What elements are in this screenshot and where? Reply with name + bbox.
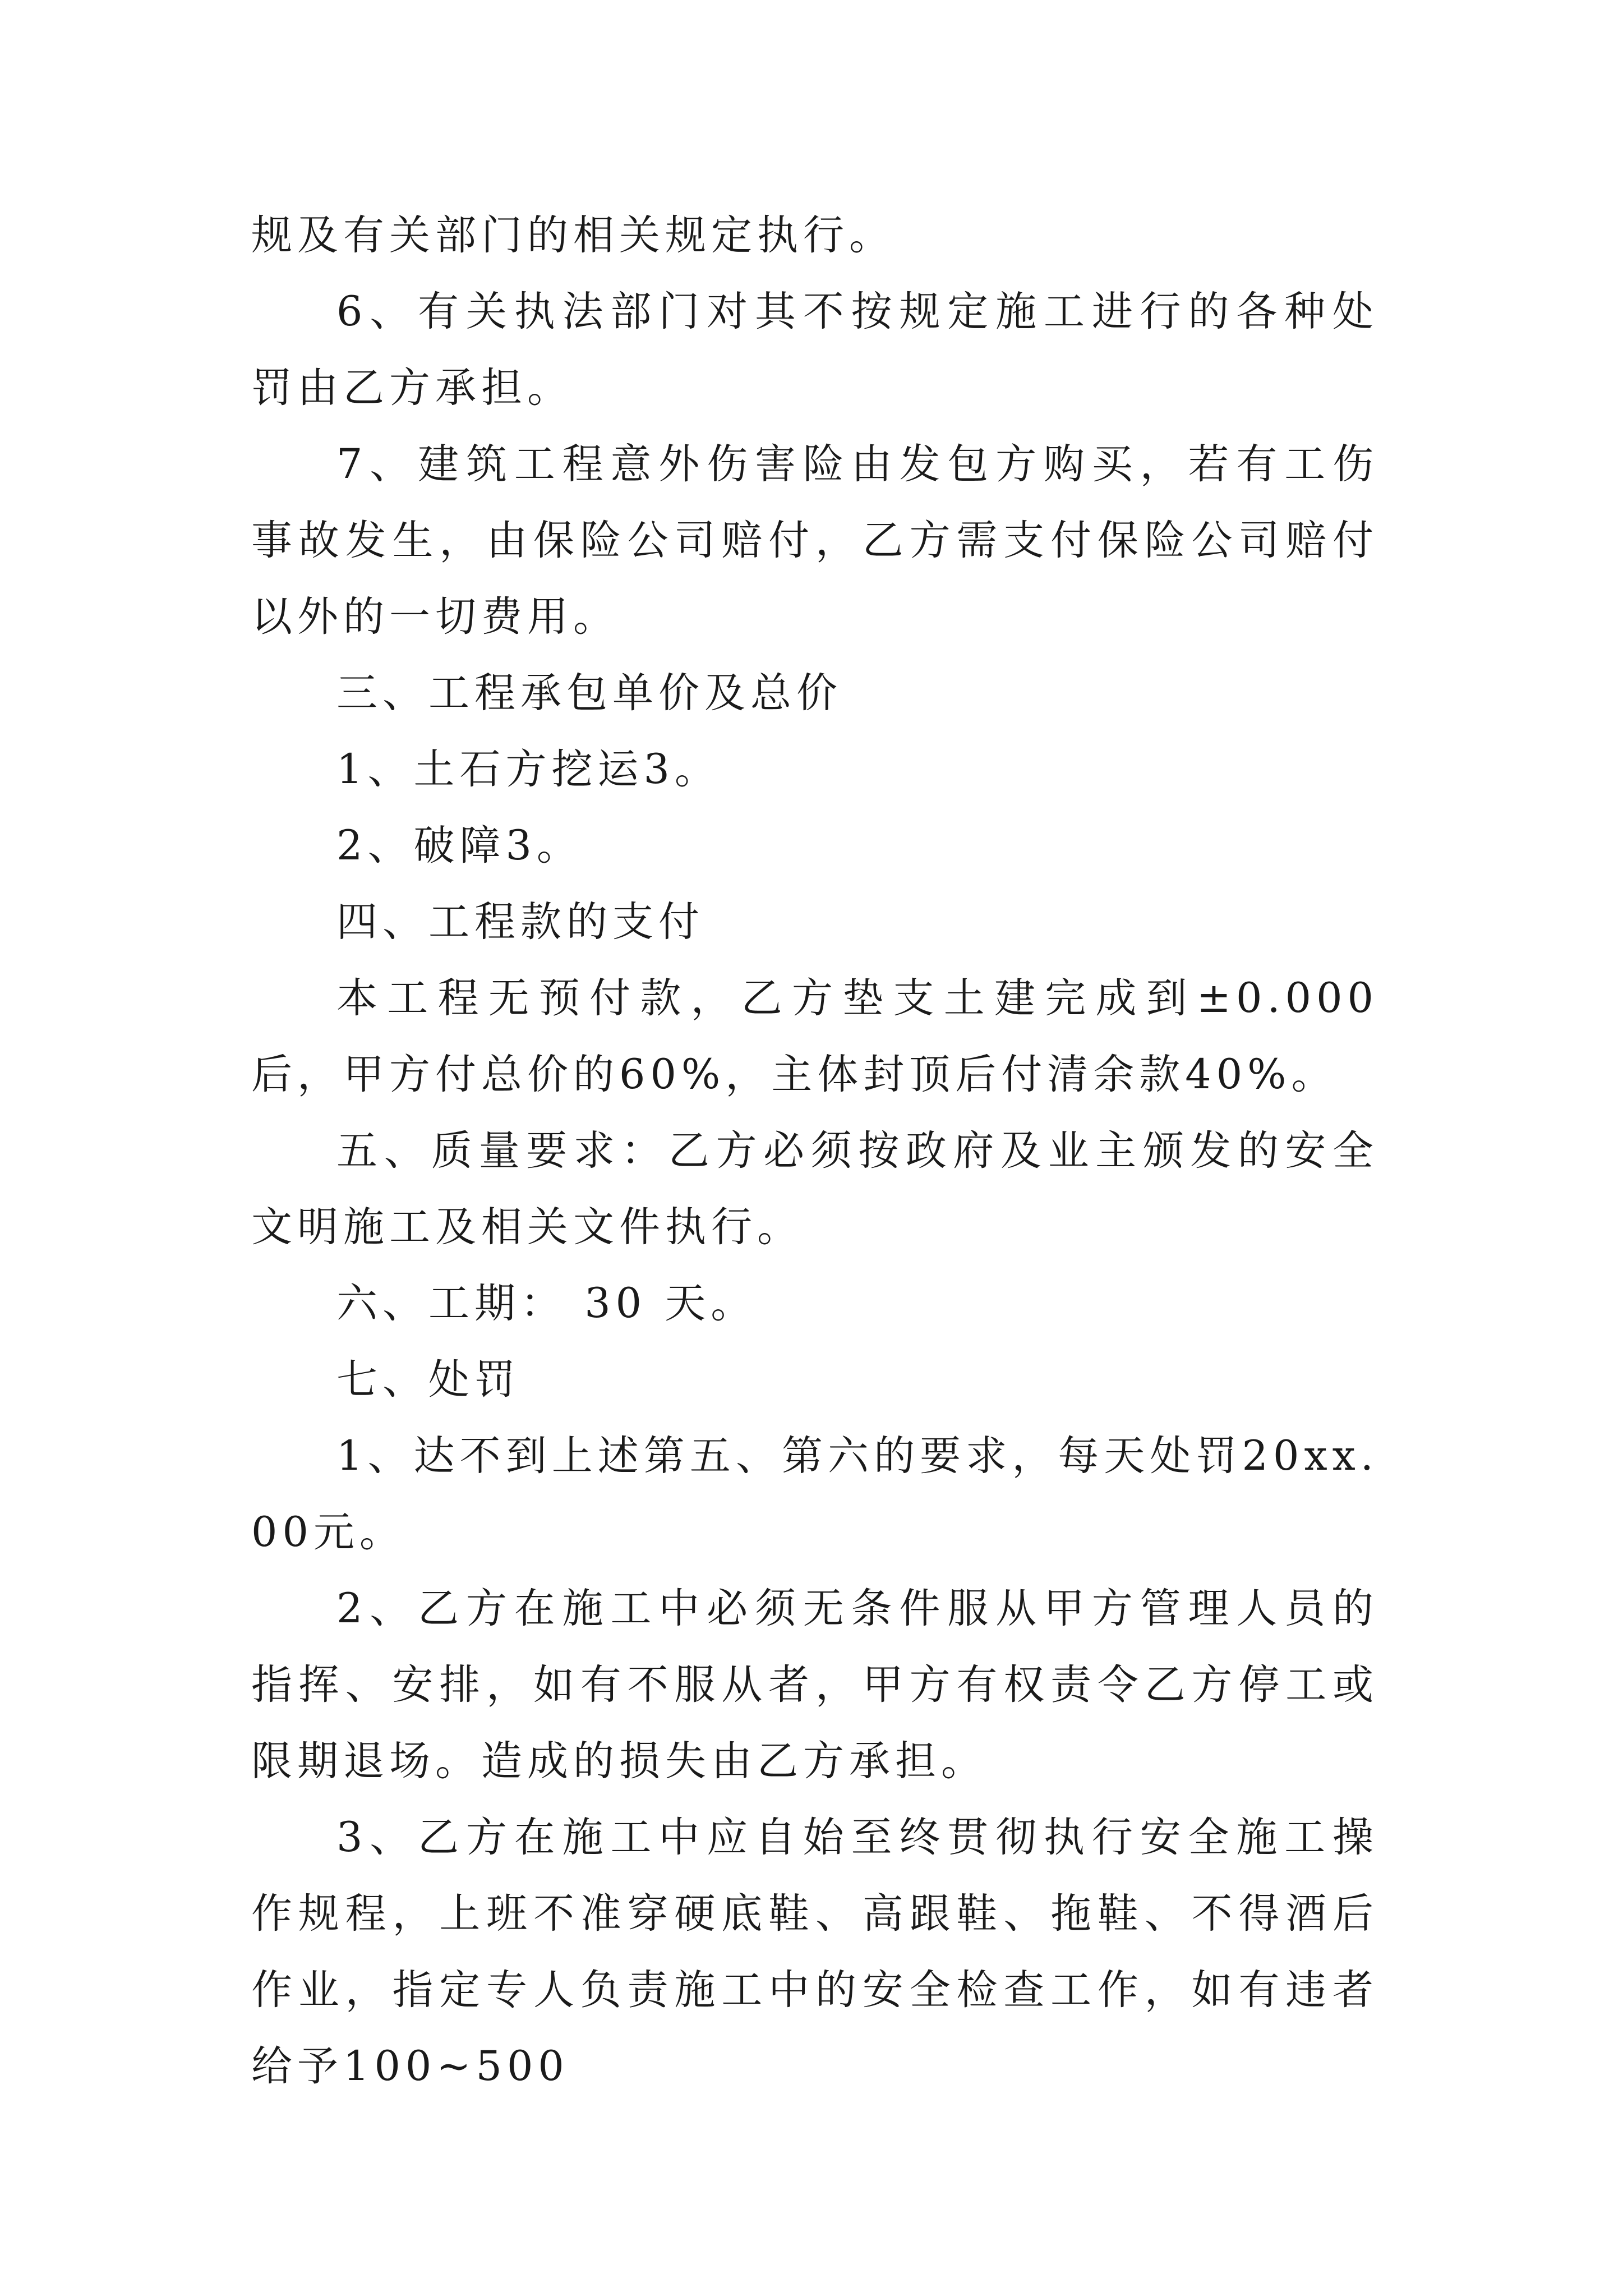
clause-6: 6、有关执法部门对其不按规定施工进行的各种处罚由乙方承担。	[251, 288, 1378, 412]
section-heading-3: 三、工程承包单价及总价	[336, 669, 842, 717]
document-body	[251, 197, 1378, 2105]
penalty-item-3: 3、乙方在施工中应自始至终贯彻执行安全施工操作规程，上班不准穿硬底鞋、高跟鞋、拖鞋、不得酒后作业，指定专人负责施工中的安全检查工作，如有违者给予100~500	[251, 1814, 1378, 2090]
penalty-item-2: 2、乙方在施工中必须无条件服从甲方管理人员的指挥、安排，如有不服从者，甲方有权责令乙方停工或限期退场。造成的损失由乙方承担。	[251, 1585, 1378, 1785]
clause-7: 7、建筑工程意外伤害险由发包方购买，若有工伤事故发生，由保险公司赔付，乙方需支付保险公司赔付以外的一切费用。	[251, 440, 1378, 641]
payment-terms: 本工程无预付款，乙方垫支土建完成到±0.000后，甲方付总价的60%，主体封顶后付清余款40%。	[251, 974, 1378, 1098]
paragraph-continuation: 规及有关部门的相关规定执行。	[251, 211, 895, 259]
section-heading-4: 四、工程款的支付	[336, 898, 704, 946]
section-3-item-1: 1、土石方挖运3。	[336, 746, 721, 793]
penalty-item-1: 1、达不到上述第五、第六的要求，每天处罚20xx.00元。	[251, 1432, 1378, 1556]
section-3-item-2: 2、破障3。	[336, 822, 583, 869]
construction-period: 六、工期： 30 天。	[336, 1280, 757, 1327]
section-heading-7: 七、处罚	[336, 1356, 520, 1404]
quality-requirements: 五、质量要求：乙方必须按政府及业主颁发的安全文明施工及相关文件执行。	[251, 1127, 1378, 1251]
